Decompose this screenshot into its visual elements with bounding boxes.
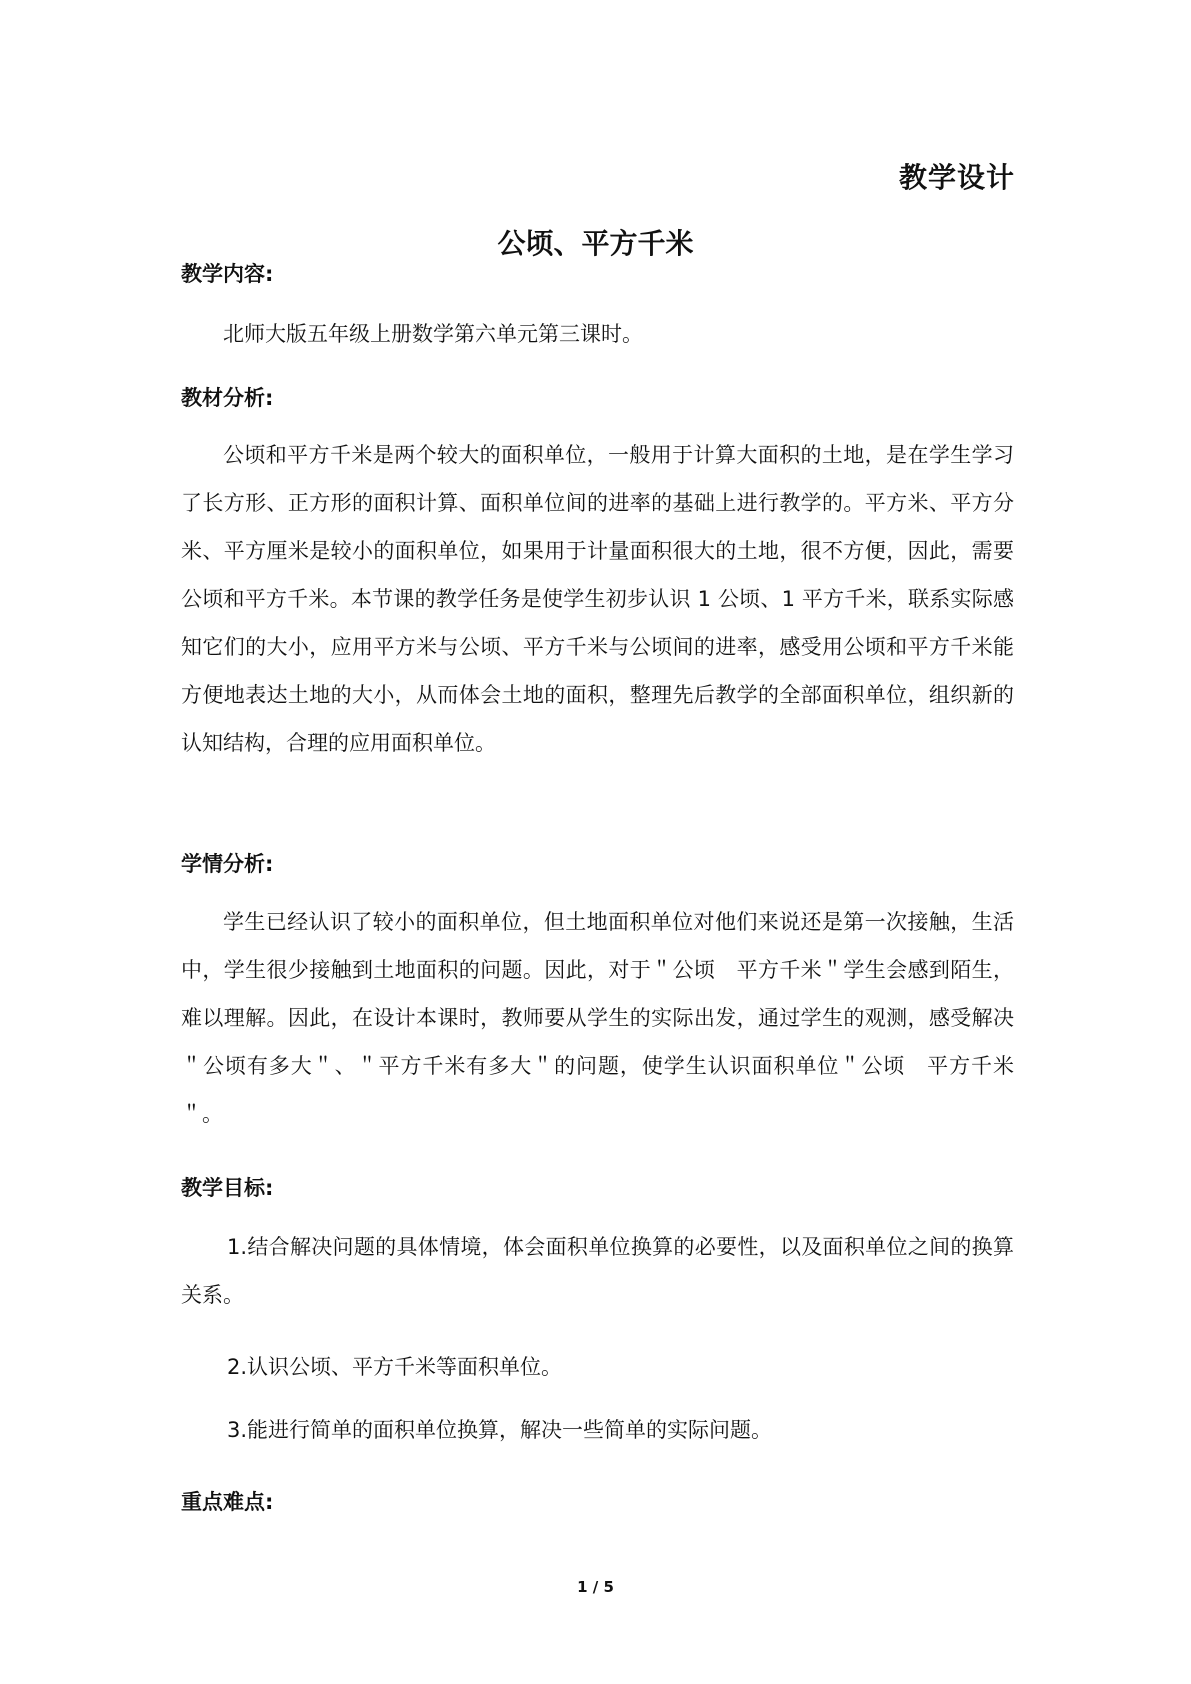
heading-key-points: 重点难点: — [181, 1490, 274, 1514]
goal-item-1: 1.结合解决问题的具体情境，体会面积单位换算的必要性，以及面积单位之间的换算关系。 — [181, 1235, 1014, 1307]
document-title: 公顷、平方千米 — [497, 227, 694, 260]
heading-student-analysis: 学情分析: — [181, 852, 274, 876]
paragraph-material-analysis: 公顷和平方千米是两个较大的面积单位，一般用于计算大面积的土地，是在学生学习了长方形、正方形的面积计算、面积单位间的进率的基础上进行教学的。平方米、平方分米、平方厘米是较小的面积单位，如果用于计量面积很大的土地，很不方便，因此，需要公顷和平方千米。本节课的教学任务是使学生初步认识 1 公顷、1 平方千米，联系实际感知它们的大小，应用平方米与公顷、平方千米与公顷间的进率，感受用公顷和平方千米能方便地表达土地的大小，从而体会土地的面积，整理先后教学的全部面积单位，组织新的认知结构，合理的应用面积单位。 — [181, 443, 1014, 755]
paragraph-student-analysis: 学生已经认识了较小的面积单位，但土地面积单位对他们来说还是第一次接触，生活中，学生很少接触到土地面积的问题。因此，对于＂公顷 平方千米＂学生会感到陌生，难以理解。因此，在设计本课时，教师要从学生的实际出发，通过学生的观测，感受解决＂公顷有多大＂、＂平方千米有多大＂的问题，使学生认识面积单位＂公顷 平方千米＂。 — [181, 910, 1014, 1126]
heading-teaching-goals: 教学目标: — [181, 1176, 274, 1200]
goal-item-3: 3.能进行简单的面积单位换算，解决一些简单的实际问题。 — [227, 1418, 773, 1442]
document-label: 教学设计 — [898, 161, 1015, 194]
goal-item-2: 2.认识公顷、平方千米等面积单位。 — [227, 1355, 563, 1379]
page-number: 1 / 5 — [577, 1578, 614, 1596]
heading-teaching-content: 教学内容: — [181, 262, 274, 286]
heading-material-analysis: 教材分析: — [181, 386, 274, 410]
paragraph-teaching-content: 北师大版五年级上册数学第六单元第三课时。 — [223, 322, 643, 346]
